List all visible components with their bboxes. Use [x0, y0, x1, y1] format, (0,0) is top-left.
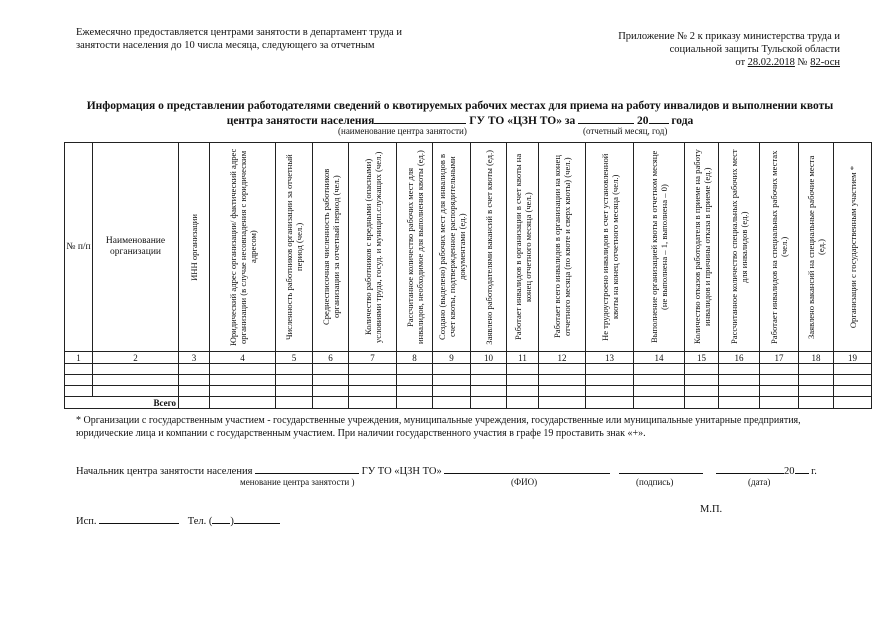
signature-line[interactable] — [619, 463, 703, 474]
submission-note: Ежемесячно предоставляется центрами занятости в департамент труда и занятости населения до 10 числа месяца, следующего за отчетным — [76, 27, 402, 51]
col-number: 10 — [471, 352, 507, 364]
col-header-16: Рассчитанное количество специальных рабочих мест для инвалидов (ед.) — [719, 143, 760, 352]
sig-caption-fio: (ФИО) — [511, 477, 538, 487]
stamp-place: М.П. — [700, 504, 723, 515]
signature-block — [76, 463, 703, 477]
appendix-date: 28.02.2018 — [747, 57, 795, 68]
col-number: 16 — [719, 352, 760, 364]
fio-line[interactable] — [444, 463, 610, 474]
col-header-19: Организации с государственным участием * — [834, 143, 872, 352]
date-year-prefix: 20 — [784, 466, 795, 477]
date-line[interactable] — [716, 463, 784, 474]
col-header-2: Наименование организации — [93, 143, 179, 352]
signature-center-name: ГУ ТО «ЦЗН ТО» — [361, 466, 442, 477]
center-name-field[interactable] — [374, 113, 466, 124]
col-number: 8 — [397, 352, 433, 364]
quota-table — [64, 142, 872, 409]
table-row[interactable] — [65, 386, 872, 397]
total-label: Всего — [65, 397, 179, 409]
phone-line[interactable] — [234, 513, 280, 524]
col-header-3: ИНН организации — [179, 143, 210, 352]
title-year-word: года — [671, 115, 694, 127]
col-number: 14 — [634, 352, 685, 364]
col-number: 1 — [65, 352, 93, 364]
phone-label: Тел. ( — [187, 516, 213, 527]
col-header-18: Заявлено вакансий на специальные рабочие места (ед.) — [799, 143, 834, 352]
column-number-row — [65, 352, 872, 364]
total-row — [65, 397, 872, 409]
sig-caption-sign: (подпись) — [636, 477, 674, 487]
phone-close: ) — [230, 516, 234, 527]
col-header-13: Не трудоустроено инвалидов в счет установленной квоты на конец отчетного месяца (чел.) — [586, 143, 634, 352]
table-row[interactable] — [65, 364, 872, 375]
col-header-15: Количество отказов работодателя в приеме на работу инвалидов и причины отказа в приеме (ед.) — [685, 143, 719, 352]
header-row — [65, 143, 872, 352]
col-number: 7 — [349, 352, 397, 364]
col-number: 13 — [586, 352, 634, 364]
sig-caption-center: менование центра занятости ) — [240, 477, 355, 487]
col-header-17: Работает инвалидов на специальных рабочих местах (чел.) — [760, 143, 799, 352]
col-number: 15 — [685, 352, 719, 364]
col-number: 17 — [760, 352, 799, 364]
executor-block — [76, 513, 280, 527]
col-number: 12 — [539, 352, 586, 364]
col-header-5: Численность работников организации за отчетный период (чел.) — [276, 143, 313, 352]
col-header-7: Количество работников с вредными (опасными) условиями труда, госуд. и муницип.служащих (чел.) — [349, 143, 397, 352]
year-field[interactable] — [649, 113, 669, 124]
title-center-name: ГУ ТО «ЦЗН ТО» за — [469, 115, 576, 127]
period-caption: (отчетный месяц, год) — [583, 126, 668, 136]
col-header-9: Создано (выделено) рабочих мест для инвалидов в счет квоты, подтвержденное распорядительными документами (ед.) — [433, 143, 471, 352]
table-row[interactable] — [65, 375, 872, 386]
appendix-line-2: социальной защиты Тульской области — [669, 44, 840, 55]
col-number: 6 — [313, 352, 349, 364]
col-header-8: Рассчитанное количество рабочих мест для инвалидов, необходимое для выполнения квоты (ед.) — [397, 143, 433, 352]
col-header-6: Среднесписочная численность работников организации за отчетный период (чел.) — [313, 143, 349, 352]
appendix-number: 82-осн — [810, 57, 840, 68]
title-year-prefix: 20 — [637, 115, 649, 127]
col-number: 18 — [799, 352, 834, 364]
col-number: 2 — [93, 352, 179, 364]
col-number: 9 — [433, 352, 471, 364]
col-header-4: Юридический адрес организации/ фактический адрес организации (в случае несовпадения с юридическим адресом) — [210, 143, 276, 352]
appendix-from: от — [735, 57, 746, 68]
date-year-end: г. — [811, 466, 817, 477]
phone-code-line[interactable] — [212, 513, 230, 524]
appendix-line-3 — [560, 56, 840, 69]
center-name-line[interactable] — [255, 463, 359, 474]
col-number: 4 — [210, 352, 276, 364]
footnote: * Организации с государственным участием - государственные учреждения, муниципальные учреждения, государственные или муниципальные унитарные предприятия, юридические лица и компании с государственным участием. При наличии государственного участия в графе 19 проставить знак «+». — [76, 415, 801, 439]
col-number: 19 — [834, 352, 872, 364]
center-name-caption: (наименование центра занятости) — [338, 126, 467, 136]
sig-caption-date: (дата) — [748, 477, 771, 487]
year-line[interactable] — [795, 463, 809, 474]
title-line-1: Информация о представлении работодателями сведений о квотируемых рабочих местах для приема на работу инвалидов и выполнении квоты — [86, 100, 834, 112]
col-number: 5 — [276, 352, 313, 364]
appendix-line-1: Приложение № 2 к приказу министерства труда и — [618, 31, 840, 42]
appendix-no-sign: № — [797, 57, 808, 68]
col-header-1: № п/п — [65, 143, 93, 352]
document-title — [60, 99, 860, 128]
col-header-11: Работает инвалидов в организации в счет квоты на конец отчетного месяца (чел.) — [507, 143, 539, 352]
executor-line[interactable] — [99, 513, 179, 524]
head-label: Начальник центра занятости населения — [76, 466, 253, 477]
col-header-10: Заявлено работодателями вакансий в счет квоты (ед.) — [471, 143, 507, 352]
title-center-label: центра занятости населения — [226, 115, 375, 127]
date-block — [716, 463, 817, 477]
appendix-reference — [560, 30, 840, 69]
executor-label: Исп. — [76, 516, 97, 527]
col-number: 3 — [179, 352, 210, 364]
col-header-14: Выполнение организацией квоты в отчетном месяце (не выполнена – 1, выполнена – 0) — [634, 143, 685, 352]
month-field[interactable] — [578, 113, 634, 124]
col-header-12: Работает всего инвалидов в организации на конец отчетного месяца (по квоте и сверх квоты) (чел.) — [539, 143, 586, 352]
col-number: 11 — [507, 352, 539, 364]
